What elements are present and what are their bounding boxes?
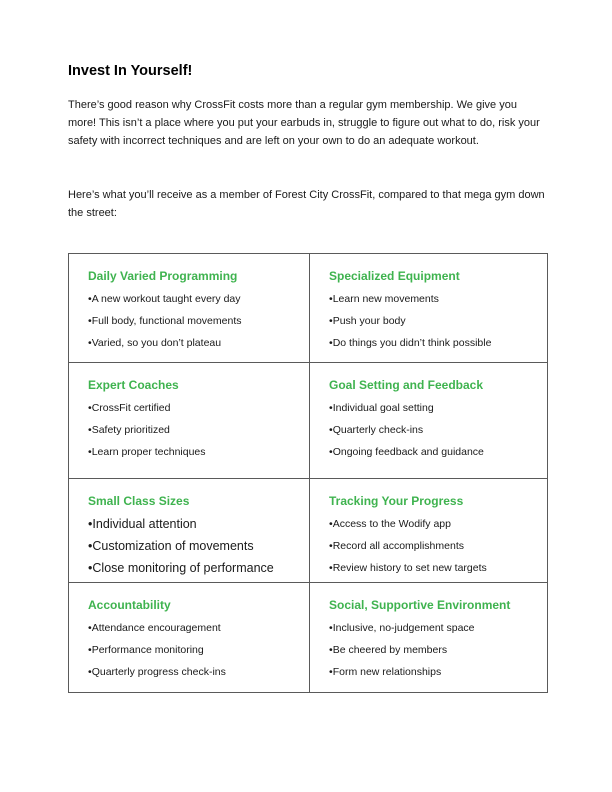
benefit-item: • Full body, functional movements	[88, 310, 309, 332]
benefit-item: • Record all accomplishments	[329, 535, 547, 557]
intro-paragraph: There’s good reason why CrossFit costs more than a regular gym membership. We give you more! This isn’t a place where you put your earbuds in, struggle to figure out what to do, risk your safety with incorrect techniques and are left on your own to do an adequate workout.	[68, 99, 540, 147]
benefit-list	[329, 288, 547, 354]
benefit-item: • Attendance encouragement	[88, 617, 309, 639]
benefit-list	[329, 397, 547, 463]
benefit-title: Expert Coaches	[88, 378, 179, 392]
benefit-cell-daily-varied-programming	[69, 254, 309, 362]
benefit-item: • Inclusive, no-judgement space	[329, 617, 547, 639]
benefit-list	[329, 617, 547, 683]
benefit-item: • A new workout taught every day	[88, 288, 309, 310]
benefit-item: • Learn proper techniques	[88, 441, 309, 463]
benefit-item: • CrossFit certified	[88, 397, 309, 419]
benefit-item: • Learn new movements	[329, 288, 547, 310]
benefit-item: • Varied, so you don’t plateau	[88, 332, 309, 354]
benefit-item: • Individual attention	[88, 513, 309, 535]
benefit-cell-small-class-sizes	[69, 478, 309, 582]
benefit-cell-accountability	[69, 582, 309, 692]
benefit-item: • Customization of movements	[88, 535, 309, 557]
benefit-title: Tracking Your Progress	[329, 494, 464, 508]
benefit-item: • Performance monitoring	[88, 639, 309, 661]
benefit-cell-tracking-progress	[309, 478, 547, 582]
benefit-item: • Close monitoring of performance	[88, 557, 309, 579]
benefit-item: • Ongoing feedback and guidance	[329, 441, 547, 463]
benefit-title: Small Class Sizes	[88, 494, 190, 508]
benefit-cell-goal-setting	[309, 362, 547, 478]
benefit-item: • Quarterly progress check-ins	[88, 661, 309, 683]
benefit-item: • Be cheered by members	[329, 639, 547, 661]
benefit-item: • Review history to set new targets	[329, 557, 547, 579]
comparison-paragraph: Here’s what you’ll receive as a member of Forest City CrossFit, compared to that mega gym down the street:	[68, 189, 545, 219]
benefit-title: Goal Setting and Feedback	[329, 378, 484, 392]
benefit-cell-social-environment	[309, 582, 547, 692]
benefit-list	[88, 397, 309, 463]
benefit-cell-specialized-equipment	[309, 254, 547, 362]
benefit-list	[329, 513, 547, 579]
benefit-item: • Individual goal setting	[329, 397, 547, 419]
benefit-item: • Quarterly check-ins	[329, 419, 547, 441]
benefit-item: • Access to the Wodify app	[329, 513, 547, 535]
benefit-list	[88, 617, 309, 683]
benefit-title: Daily Varied Programming	[88, 269, 238, 283]
benefit-list	[88, 288, 309, 354]
benefit-item: • Do things you didn’t think possible	[329, 332, 547, 354]
benefit-item: • Form new relationships	[329, 661, 547, 683]
page-title: Invest In Yourself!	[68, 63, 193, 79]
benefit-title: Specialized Equipment	[329, 269, 460, 283]
benefit-cell-expert-coaches	[69, 362, 309, 478]
benefit-item: • Safety prioritized	[88, 419, 309, 441]
benefit-title: Social, Supportive Environment	[329, 598, 511, 612]
benefit-title: Accountability	[88, 598, 171, 612]
benefit-item: • Push your body	[329, 310, 547, 332]
benefits-grid	[68, 253, 548, 693]
benefit-list	[88, 513, 309, 579]
